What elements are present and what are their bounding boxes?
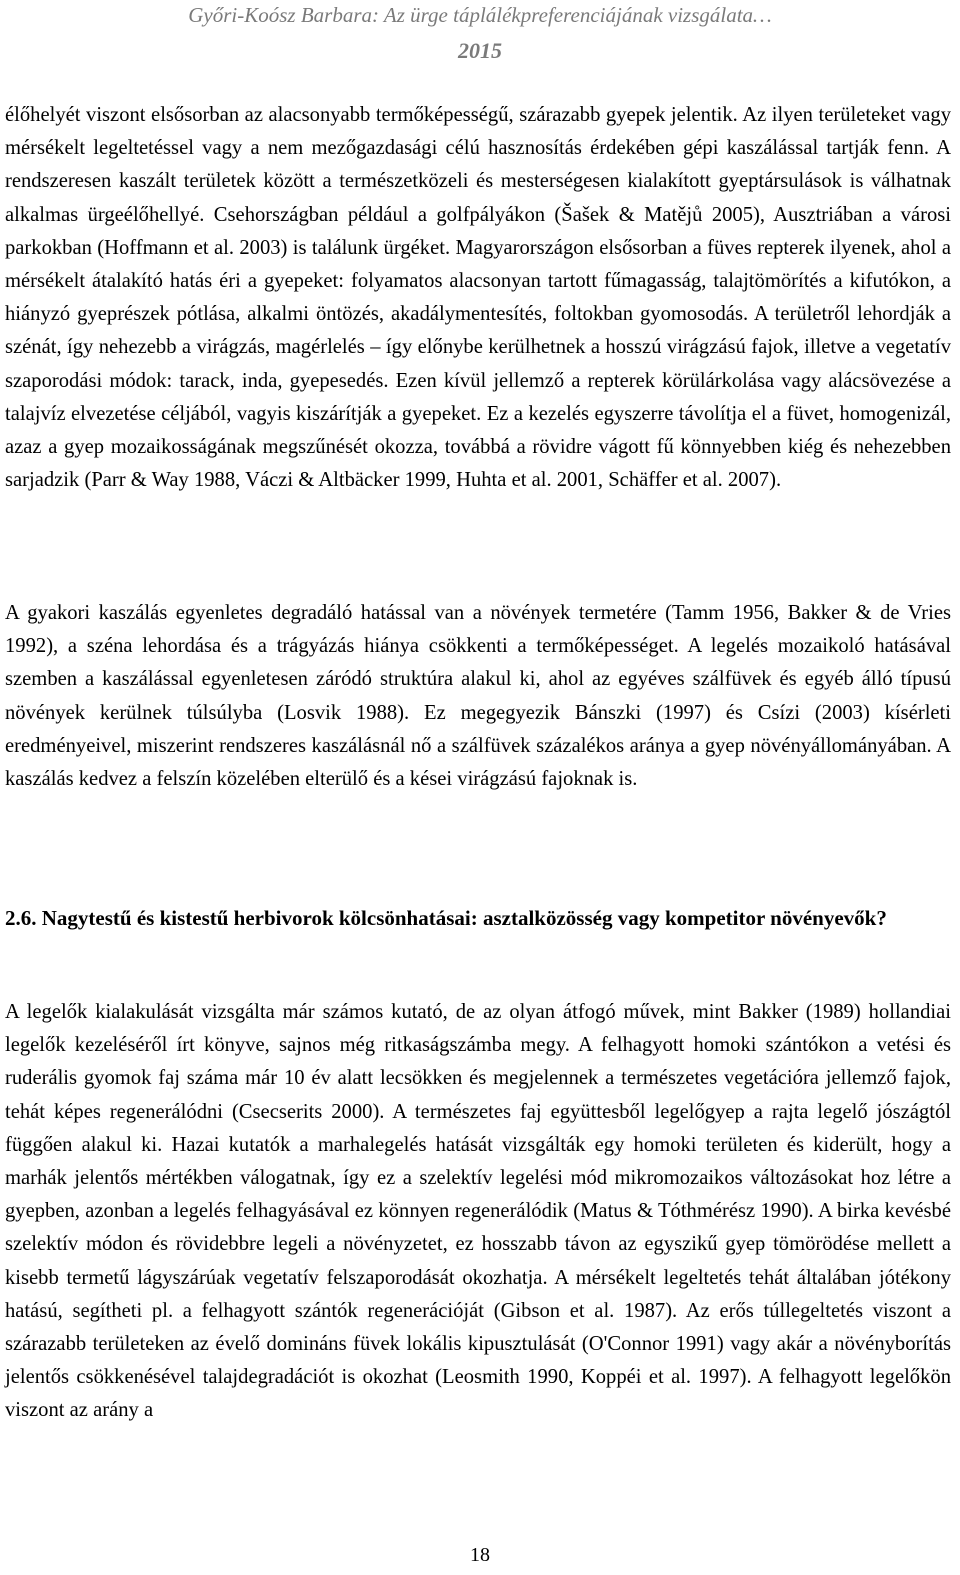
body-paragraph-1: élőhelyét viszont elsősorban az alacsonyabb termőképességű, szárazabb gyepek jelentik. Az ilyen területeket vagy mérsékelt legeltetéssel vagy a nem mezőgazdasági célú hasznosítás érdekében gépi kaszálással tartják fenn. A rendszeresen kaszált területek között a természetközeli és mesterségesen kialakított gyeptársulások is válhatnak alkalmas ürgeélőhellyé. Csehországban például a golfpályákon (Šašek & Matějů 2005), Ausztriában a városi parkokban (Hoffmann et al. 2003) is találunk ürgéket. Magyarországon elsősorban a füves repterek ilyenek, ahol a mérsékelt átalakító hatás éri a gyepeket: folyamatos alacsonyan tartott fűmagasság, talajtömörítés a kifutókon, a hiányzó gyeprészek pótlása, alkalmi öntözés, akadálymentesítés, foltokban gyomosodás. A területről lehordják a szénát, így nehezebb a virágzás, magérlelés – így előnybe kerülhetnek a hosszú virágzású fajok, illetve a vegetatív szaporodási módok: tarack, inda, gyepesedés. Ezen kívül jellemző a repterek körülárkolása vagy alácsövezése a talajvíz elvezetése céljából, vagyis kiszárítják a gyepeket. Ez a kezelés egyszerre távolítja el a füvet, homogenizál, azaz a gyep mozaikosságának megszűnését okozza, továbbá a rövidre vágott fű könnyebben kiég és nehezebben sarjadzik (Parr & Way 1988, Váczi & Altbäcker 1999, Huhta et al. 2001, Schäffer et al. 2007). (5, 104, 951, 492)
section-heading: 2.6. Nagytestű és kistestű herbivorok kölcsönhatásai: asztalközösség vagy kompetitor növényevők? (5, 906, 887, 930)
header-year: 2015 (458, 38, 502, 63)
body-paragraph-2: A gyakori kaszálás egyenletes degradáló hatással van a növények termetére (Tamm 1956, Bakker & de Vries 1992), a széna lehordása és a trágyázás hiánya csökkenti a termőképességet. A legelés mozaikoló hatásával szemben a kaszálással egyenletesen záródó struktúra alakul ki, ahol az egyéves szálfüvek és egyéb álló típusú növények kerülnek túlsúlyba (Losvik 1988). Ez megegyezik Bánszki (1997) és Csízi (2003) kísérleti eredményeivel, miszerint rendszeres kaszálásnál nő a szálfüvek százalékos aránya a gyep növényállományában. A kaszálás kedvez a felszín közelében elterülő és a kései virágzású fajoknak is. (5, 602, 951, 791)
body-paragraph-3: A legelők kialakulását vizsgálta már számos kutató, de az olyan átfogó művek, mint Bakker (1989) hollandiai legelők kezeléséről írt könyve, sajnos még ritkaságszámba megy. A felhagyott homoki szántókon a vetési és ruderális gyomok faj száma már 10 év alatt lecsökken és megjelennek a természetes vegetációra jellemző fajok, tehát képes regenerálódni (Csecserits 2000). A természetes faj együttesből legelőgyep a rajta legelő jószágtól függően alakul ki. Hazai kutatók a marhalegelés hatását vizsgálták egy homoki területen és kiderült, hogy a marhák jelentős mértékben válogatnak, így ez a szelektív legelési mód mikromozaikos változásokat hoz létre a gyepben, azonban a legelés felhagyásával ez könnyen regenerálódik (Matus & Tóthmérész 1990). A birka kevésbé szelektív módon és rövidebbre legeli a növényzetet, ez hosszabb távon az egyszikű gyep tömörödése mellett a kisebb termetű lágyszárúak vegetatív felszaporodását okozhatja. A mérsékelt legeltetés tehát általában jótékony hatású, segítheti pl. a felhagyott szántók regenerációját (Gibson et al. 1987). Az erős túllegeltetés viszont a szárazabb területeken az évelő domináns füvek lokális kipusztulását (O'Connor 1991) vagy akár a növényborítás jelentős csökkenésével talajdegradációt is okozhat (Leosmith 1990, Koppéi et al. 1997). A felhagyott legelőkön viszont az arány a (5, 1001, 951, 1422)
header-title: Győri-Koósz Barbara: Az ürge táplálékpreferenciájának vizsgálata… (188, 3, 772, 27)
page-number: 18 (470, 1544, 490, 1566)
